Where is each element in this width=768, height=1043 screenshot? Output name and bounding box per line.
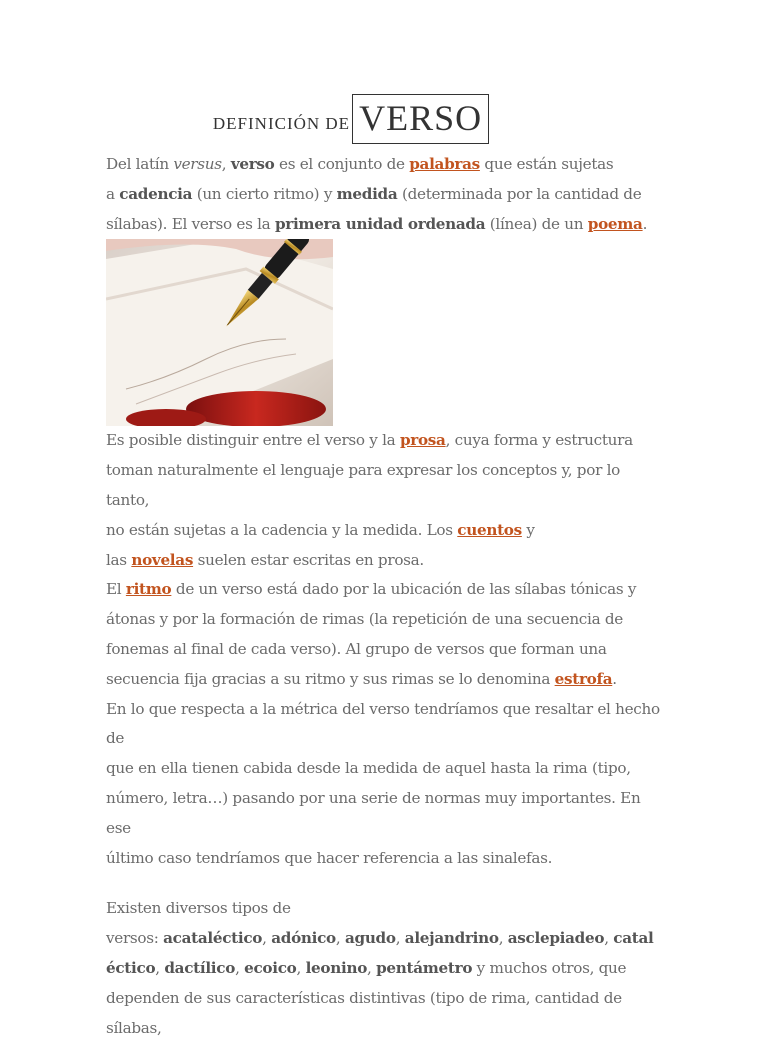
bold-term: cadencia	[119, 184, 193, 203]
text: Existen diversos tipos de	[106, 899, 291, 918]
text: y	[521, 520, 535, 539]
text: ,	[367, 958, 377, 977]
bold-term: alejandrino	[404, 929, 499, 948]
text: Es posible distinguir entre el verso y la	[106, 431, 400, 450]
text: (determinada por la cantidad de	[397, 184, 642, 203]
paragraph-ritmo	[106, 575, 666, 694]
text: ,	[395, 929, 405, 948]
bold-term: adónico	[271, 929, 336, 948]
text: no están sujetas a la cadencia y la medida. Los	[106, 520, 458, 539]
text: suelen estar escritas en prosa.	[193, 550, 424, 569]
text: a	[106, 184, 120, 203]
text: (un cierto ritmo) y	[192, 184, 337, 203]
text: número, letra…) pasando por una serie de normas muy importantes. En ese	[106, 788, 641, 837]
bold-term: asclepiadeo	[507, 929, 605, 948]
text: último caso tendríamos que hacer referencia a las sinalefas.	[106, 848, 553, 867]
text: átonas y por la formación de rimas (la repetición de una secuencia de	[106, 610, 623, 629]
fountain-pen-photo	[106, 239, 333, 426]
bold-term: leonino	[305, 958, 368, 977]
link-estrofa[interactable]: estrofa	[554, 669, 613, 688]
bold-term: pentámetro	[376, 958, 473, 977]
text: que en ella tienen cabida desde la medida de aquel hasta la rima (tipo,	[106, 759, 631, 778]
bold-term: medida	[336, 184, 398, 203]
text: ,	[498, 929, 508, 948]
paragraph-metrica	[106, 695, 666, 874]
text: Del latín	[106, 155, 174, 173]
paragraph-tipos	[106, 894, 666, 1043]
bold-term: catal	[613, 929, 654, 948]
text: secuencia fija gracias a su ritmo y sus rimas se lo denomina	[106, 669, 555, 688]
text: fonemas al final de cada verso). Al grupo de versos que forman una	[106, 639, 607, 658]
text: y muchos otros, que	[472, 958, 627, 977]
text: toman naturalmente el lenguaje para expresar los conceptos y, por lo tanto,	[106, 461, 620, 509]
text: de un verso está dado por la ubicación de las sílabas tónicas y	[171, 580, 637, 599]
bold-term: primera unidad ordenada	[274, 214, 486, 233]
bold-term: agudo	[344, 929, 396, 948]
link-ritmo[interactable]: ritmo	[125, 580, 172, 599]
text: es el conjunto de	[274, 155, 410, 173]
text: .	[612, 669, 617, 688]
link-poema[interactable]: poema	[587, 214, 643, 233]
text: ,	[262, 929, 272, 948]
text: En lo que respecta a la métrica del verso tendríamos que resaltar el hecho de	[106, 699, 660, 748]
bold-term: éctico	[106, 958, 156, 977]
link-palabras[interactable]: palabras	[409, 155, 480, 173]
italic-term: versus	[173, 155, 222, 173]
text: ,	[604, 929, 614, 948]
text: ,	[296, 958, 306, 977]
text: ,	[221, 155, 231, 173]
text: que están sujetas	[479, 155, 614, 173]
text: sílabas). El verso es la	[106, 214, 275, 233]
text: (línea) de un	[485, 214, 588, 233]
title-word-box: VERSO	[352, 94, 489, 144]
text: ,	[235, 958, 245, 977]
paragraph-prosa	[106, 426, 666, 575]
paragraph-gap	[106, 873, 666, 894]
paragraph-intro	[106, 150, 666, 239]
link-cuentos[interactable]: cuentos	[457, 520, 522, 539]
title-prefix: DEFINICIÓN DE	[212, 114, 351, 133]
text: dependen de sus características distintivas (tipo de rima, cantidad de sílabas,	[106, 988, 622, 1037]
bold-term: ecoico	[244, 958, 297, 977]
text: las	[106, 550, 132, 569]
bold-term: dactílico	[164, 958, 236, 977]
text: ,	[335, 929, 345, 948]
text: El	[106, 580, 126, 599]
bold-term: acataléctico	[163, 929, 263, 948]
link-novelas[interactable]: novelas	[131, 550, 194, 569]
page-title	[106, 92, 666, 144]
document-page	[106, 92, 666, 1043]
bold-term: verso	[230, 155, 275, 173]
text: .	[642, 214, 648, 233]
text: versos:	[106, 929, 164, 948]
text: , cuya forma y estructura	[445, 431, 633, 450]
link-prosa[interactable]: prosa	[399, 431, 446, 450]
text: ,	[155, 958, 165, 977]
